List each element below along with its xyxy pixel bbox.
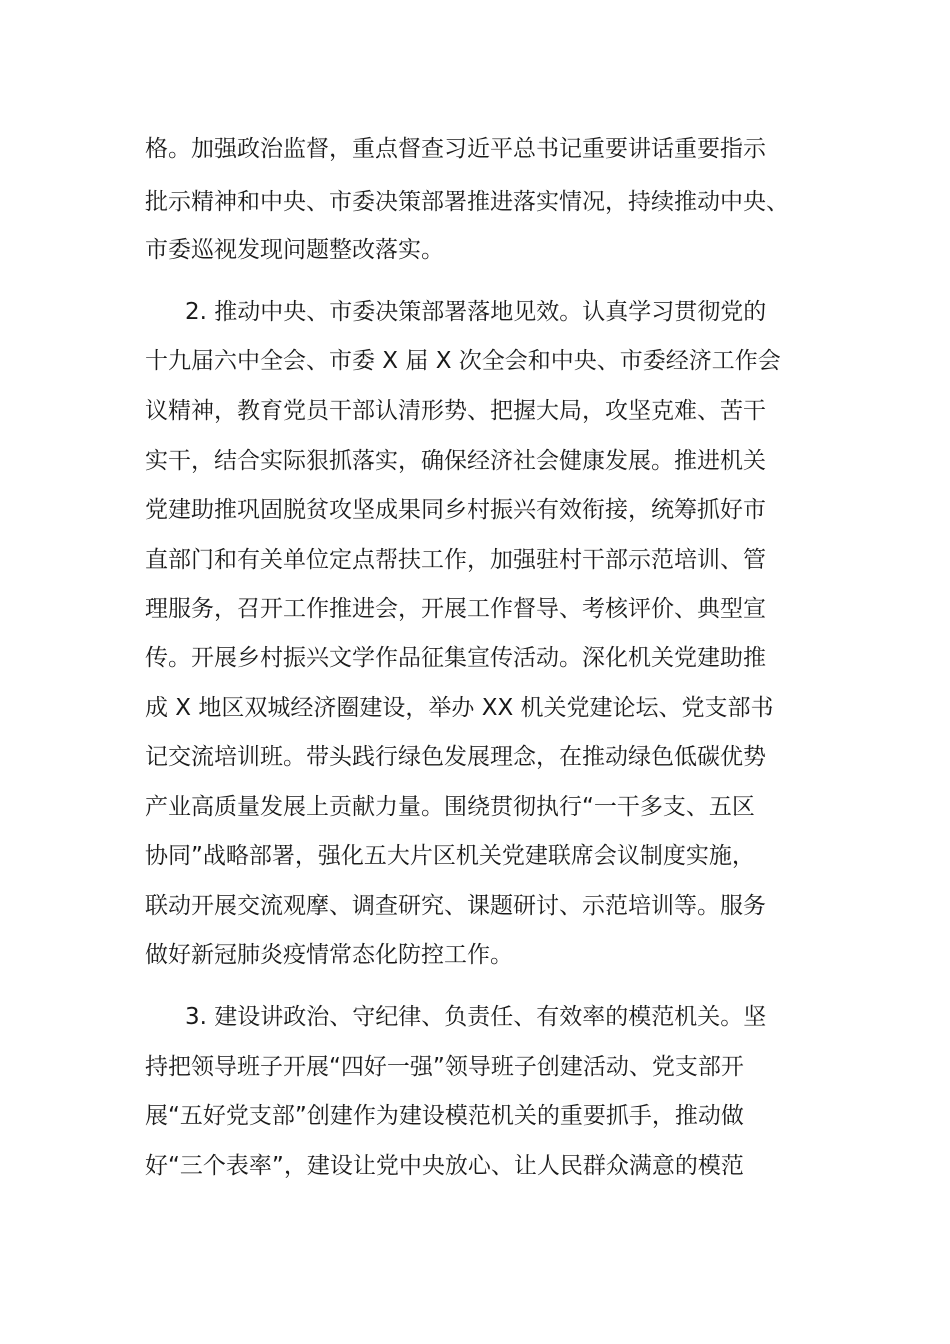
text-line: 党建助推巩固脱贫攻坚成果同乡村振兴有效衔接，统筹抓好市 [145, 497, 766, 523]
text-line: 直部门和有关单位定点帮扶工作，加强驻村干部示范培训、管 [145, 547, 766, 573]
text-line: 传。开展乡村振兴文学作品征集宣传活动。深化机关党建助推 [145, 645, 766, 671]
text-line: 实干，结合实际狠抓落实，确保经济社会健康发展。推进机关 [145, 448, 766, 474]
text-line: 批示精神和中央、市委决策部署推进落实情况，持续推动中央、 [145, 189, 789, 215]
text-line: 展“五好党支部”创建作为建设模范机关的重要抓手，推动做 [145, 1103, 744, 1129]
text-line: 市委巡视发现问题整改落实。 [145, 237, 444, 263]
text-line: 做好新冠肺炎疫情常态化防控工作。 [145, 942, 513, 968]
text-line: 议精神，教育党员干部认清形势、把握大局，攻坚克难、苦干 [145, 398, 766, 424]
text-line: 协同”战略部署，强化五大片区机关党建联席会议制度实施， [145, 843, 755, 869]
text-line: 格。加强政治监督，重点督查习近平总书记重要讲话重要指示 [145, 136, 766, 162]
text-line: 3. 建设讲政治、守纪律、负责任、有效率的模范机关。坚 [185, 1004, 767, 1030]
text-line: 理服务，召开工作推进会，开展工作督导、考核评价、典型宣 [145, 596, 766, 622]
text-line: 产业高质量发展上贡献力量。围绕贯彻执行“一干多支、五区 [145, 794, 755, 820]
text-line: 记交流培训班。带头践行绿色发展理念，在推动绿色低碳优势 [145, 744, 766, 770]
text-line: 好“三个表率”，建设让党中央放心、让人民群众满意的模范 [145, 1153, 744, 1179]
text-line: 联动开展交流观摩、调查研究、课题研讨、示范培训等。服务 [145, 893, 766, 919]
text-line: 持把领导班子开展“四好一强”领导班子创建活动、党支部开 [145, 1054, 744, 1080]
text-line: 十九届六中全会、市委 X 届 X 次全会和中央、市委经济工作会 [145, 348, 781, 374]
text-line: 2. 推动中央、市委决策部署落地见效。认真学习贯彻党的 [185, 299, 767, 325]
text-line: 成 X 地区双城经济圈建设，举办 XX 机关党建论坛、党支部书 [145, 695, 774, 721]
